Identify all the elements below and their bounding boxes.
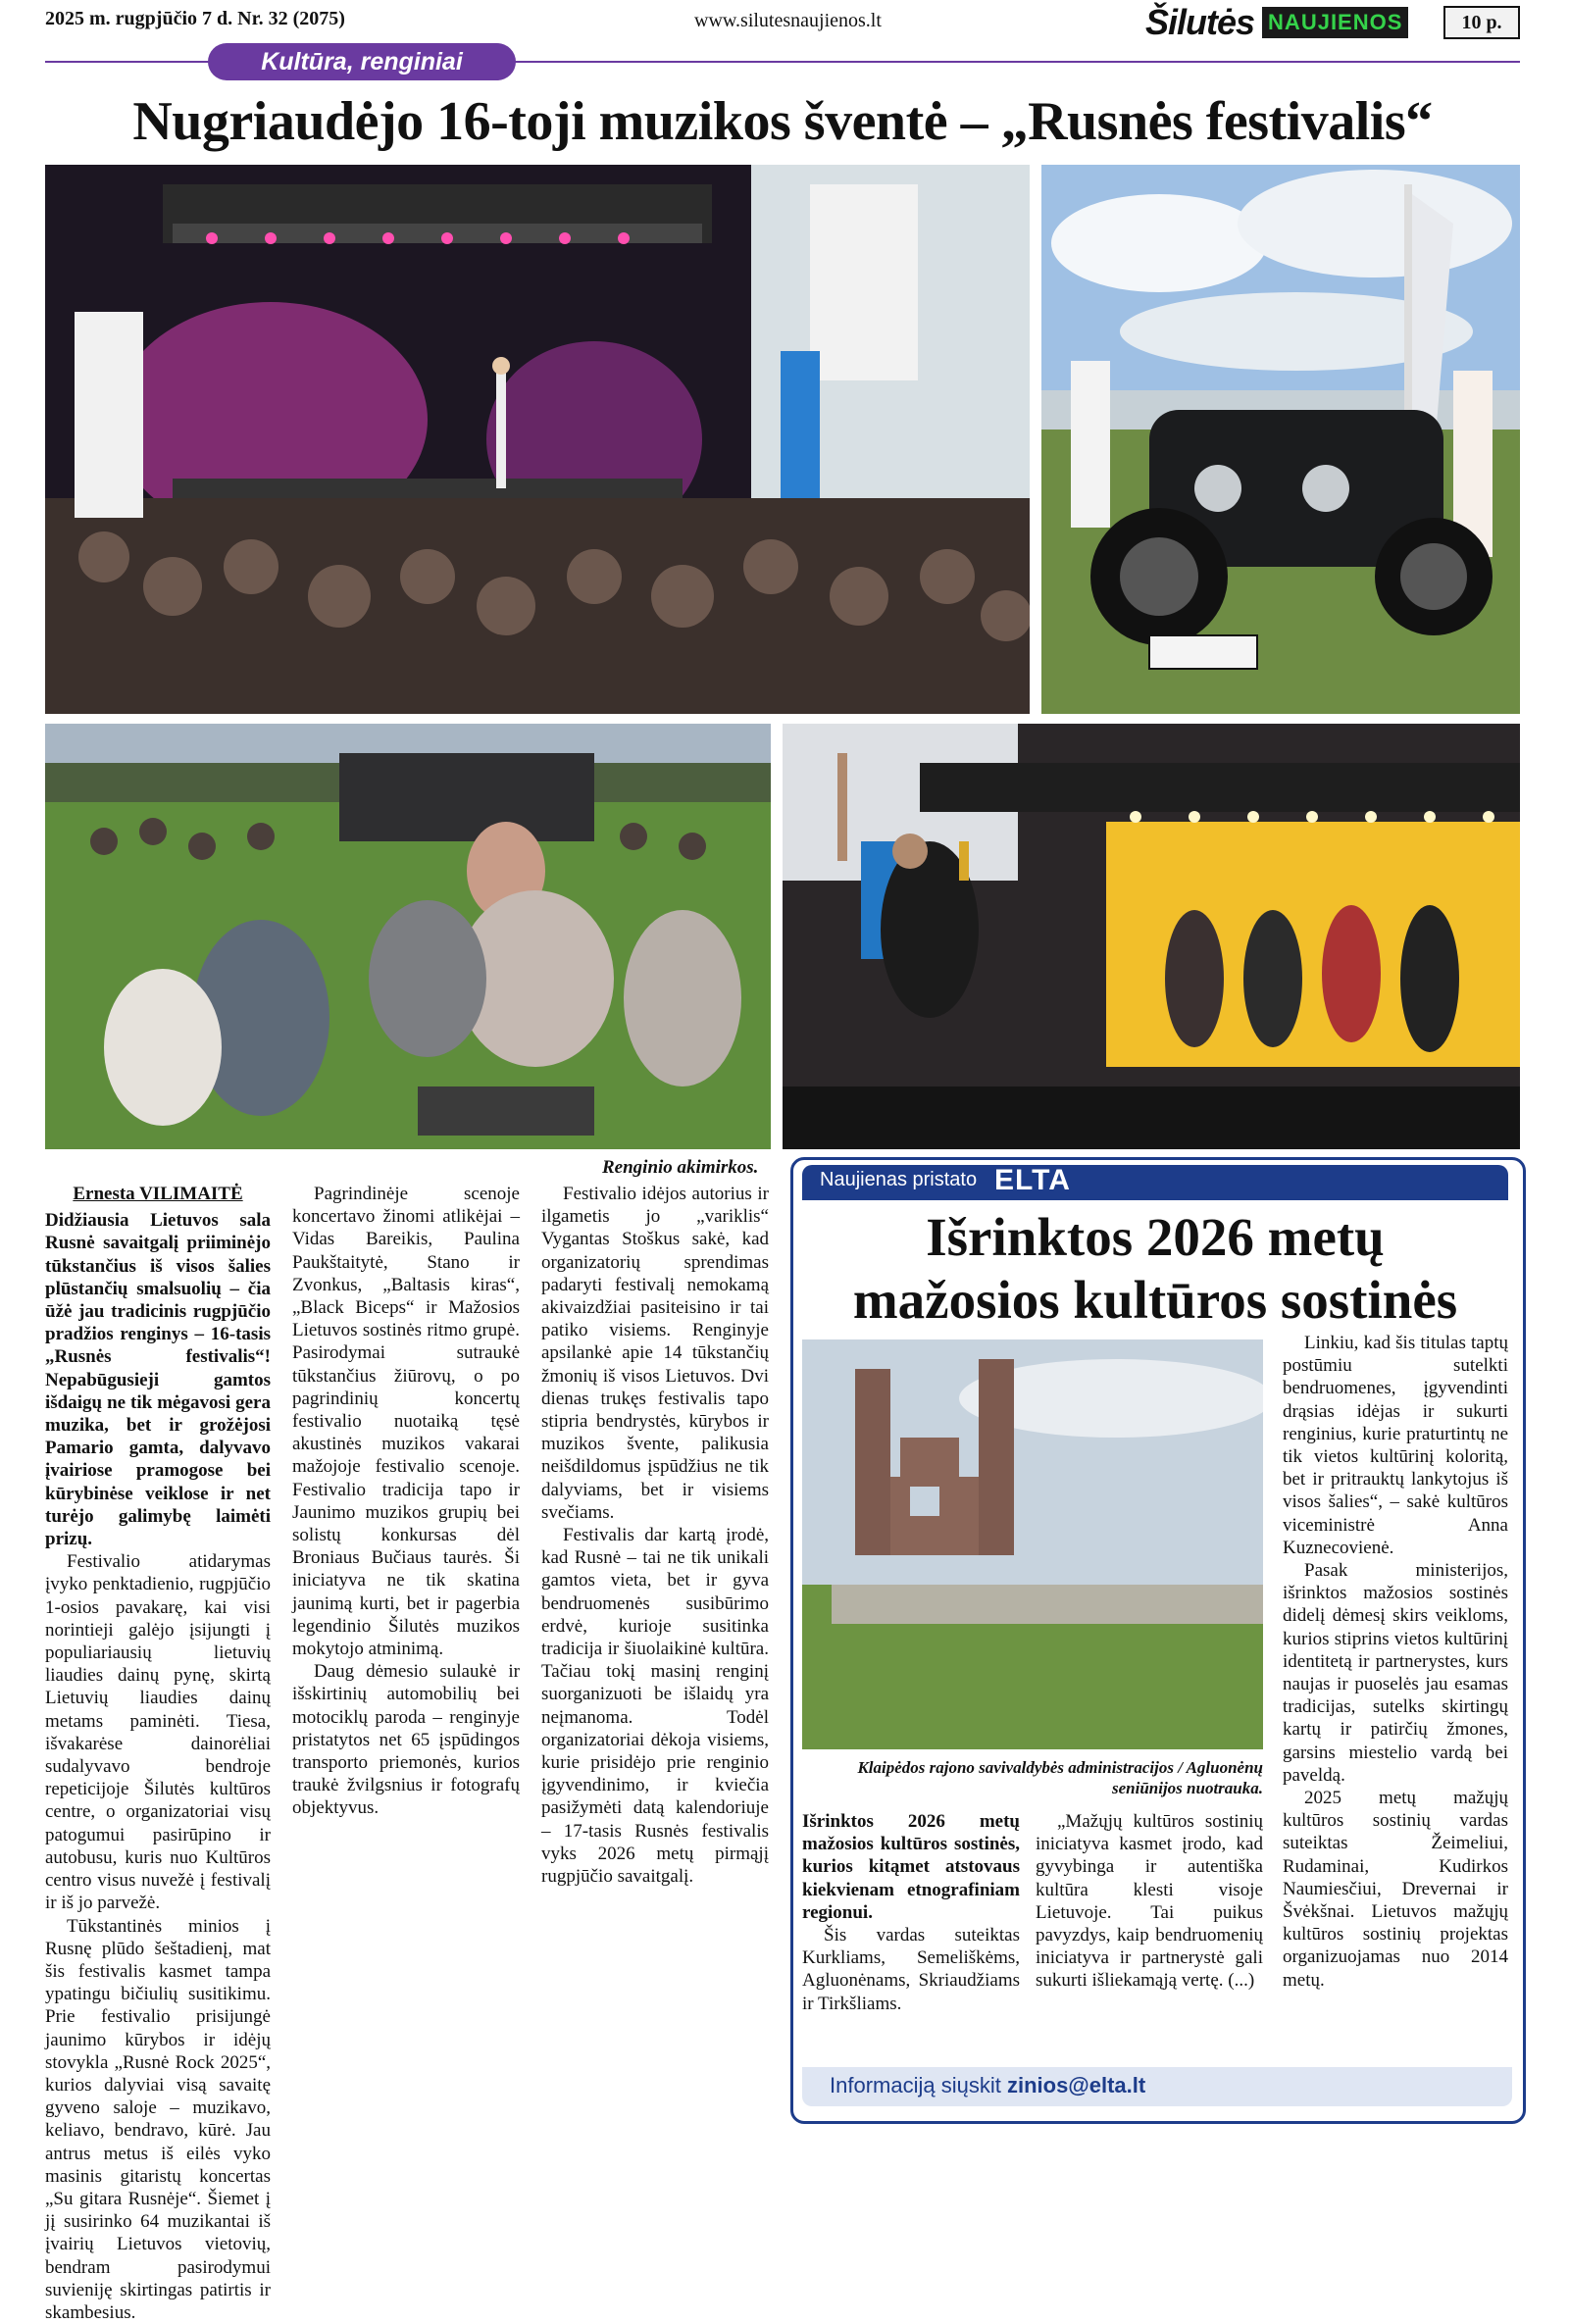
photo-caption: Renginio akimirkos.: [602, 1157, 758, 1179]
article-author: Ernesta VILIMAITĖ: [45, 1183, 271, 1205]
brand-main: Šilutės: [1145, 2, 1254, 43]
article-paragraph: Festivalis dar kartą įrodė, kad Rusnė – tai ne tik unikali gamtos vieta, bet ir gyva bendruomenės susibūrimo erdvė, kurioje susitinka tradicija ir šiuolaikinė kultūra. Tačiau tokį masinį renginį suorganizuoti be išlaidų yra neįmanoma. Todėl organizatoriai dėkoja visiems, kurie prisidėjo prie renginio įgyvendinimo, ir kviečia pasižymėti datą kalendoriuje – 17-tasis Rusnės festivalis vyks 2026 metų pirmąjį rugpjūčio savaitgalį.: [541, 1524, 769, 1888]
elta-column-1: [802, 1810, 1020, 2015]
photo-concert-stage: [45, 165, 1030, 714]
section-label: Kultūra, renginiai: [208, 43, 516, 80]
elta-footer-email[interactable]: zinios@elta.lt: [1007, 2073, 1145, 2097]
photo-vintage-car: [1041, 165, 1520, 714]
elta-column-2: [1036, 1810, 1263, 1993]
issue-info: 2025 m. rugpjūčio 7 d. Nr. 32 (2075): [45, 8, 345, 30]
elta-column-3: [1283, 1332, 1508, 1992]
article-column-2: [292, 1183, 520, 1820]
elta-photo-caption: Klaipėdos rajono savivaldybės administracijos / Agluonėnų seniūnijos nuotrauka.: [802, 1757, 1263, 1798]
article-paragraph: Tūkstantinės minios į Rusnę plūdo šeštadienį, mat šis festivalis kasmet tampa ypatingu bičiulių susitikimu. Prie festivalio prisijungė jaunimo kūrybos ir idėjų stovykla „Rusnė Rock 2025“, kurios dalyviai visą savaitę gyveno saloje – muzikavo, keliavo, bendravo, kūrė. Jau antrus metus iš eilės vyko masinis gitaristų koncertas „Su gitara Rusnėje“. Šiemet į jį susirinko 64 muzikantai iš įvairių Lietuvos vietovių, bendram pasirodymui suvieniję skirtingas patirtis ir skambesius.: [45, 1915, 271, 2324]
article-headline: Nugriaudėjo 16-toji muzikos šventė – „Rusnės festivalis“: [45, 90, 1520, 153]
brand-accent: NAUJIENOS: [1262, 7, 1408, 38]
article-paragraph: Pagrindinėje scenoje koncertavo žinomi atlikėjai – Vidas Bareikis, Paulina Paukštaitytė, Stano ir Zvonkus, „Baltasis kiras“, „Black Biceps“ ir Mažosios Lietuvos sostinės ritmo grupė. Pasirodymai sutraukė tūkstančius žiūrovų, o po pagrindinių koncertų festivalio nuotaiką tęsė akustinės muzikos vakarai mažojoje festivalio scenoje. Festivalio tradicija tapo ir Jaunimo muzikos grupių bei solistų konkursas dėl Broniaus Bučiaus taurės. Ši iniciatyva ne tik skatina jaunimą kurti, bet ir pagerbia legendinio Šilutės muzikos mokytojo atminimą.: [292, 1183, 520, 1660]
article-lead: Didžiausia Lietuvos sala Rusnė savaitgalį priiminėjo tūkstančius iš visos šalies plūstančių smalsuolių – čia ūžė jau tradicinis rugpjūčio pradžios renginys – 16-tasis „Rusnės festivalis“! Nepabūgusieji gamtos išdaigų ne tik mėgavosi gera muzika, bet ir grožėjosi Pamario gamta, dalyvavo įvairiose pramogose bei kūrybinėse veiklose ir net turėjo galimybę laimėti prizų.: [45, 1209, 271, 1550]
article-paragraph: Festivalio idėjos autorius ir ilgametis jo „variklis“ Vygantas Stoškus sakė, kad organizatorių sprendimas padaryti festivalį nemokamą akivaizdžiai pasiteisino ir tai patiko visiems. Renginyje apsilankė apie 14 tūkstančių žmonių iš visos Lietuvos. Dvi dienas trukęs festivalis tapo stipria bendrystės, kūrybos ir muzikos švente, palikusia neišdildomus įspūdžius ne tik dalyviams, bet ir visiems svečiams.: [541, 1183, 769, 1524]
page-number: 10 p.: [1443, 6, 1520, 39]
newspaper-logo: [1145, 2, 1408, 43]
article-paragraph: Daug dėmesio sulaukė ir išskirtinių automobilių bei motociklų paroda – renginyje pristatytos net 65 įspūdingos transporto priemonės, kurios traukė žvilgsnius ir fotografų objektyvus.: [292, 1660, 520, 1819]
elta-headline-line-1: Išrinktos 2026 metų: [796, 1206, 1514, 1269]
elta-footer-text: [830, 2073, 1145, 2098]
elta-headline: [796, 1206, 1514, 1332]
elta-paragraph: Linkiu, kad šis titulas taptų postūmiu sutelkti bendruomenes, įgyvendinti drąsias idėjas ir sukurti renginius, kurie praturtintų ne tik vietos kultūrinį koloritą, bet ir pritrauktų lankytojus iš visos šalies“, – sakė kultūros viceministrė Anna Kuznecovienė.: [1283, 1332, 1508, 1559]
photo-audience-lawn: [45, 724, 771, 1149]
elta-footer-label: Informaciją siųskit: [830, 2073, 1001, 2097]
website-url[interactable]: www.silutesnaujienos.lt: [694, 10, 882, 32]
photo-award-stage: [783, 724, 1520, 1149]
photo-monument: [802, 1339, 1263, 1749]
elta-paragraph: 2025 metų mažųjų kultūros sostinių vardas suteiktas Žeimeliui, Rudaminai, Kudirkos Naumiesčiui, Drevernai ir Švėkšnai. Lietuvos mažųjų kultūros sostinių projektas organizuojamas nuo 2014 metų.: [1283, 1787, 1508, 1992]
elta-logo: ELTA: [994, 1164, 1071, 1197]
elta-presenter-label: Naujienas pristato: [820, 1169, 977, 1191]
article-column-3: [541, 1183, 769, 1888]
elta-paragraph: „Mažųjų kultūros sostinių iniciatyva kasmet įrodo, kad gyvybinga ir autentiška kultūra klesti visoje Lietuvoje. Tai puikus pavyzdys, kaip bendruomenių iniciatyva ir partnerystė gali sukurti išliekamąją vertę. (...): [1036, 1810, 1263, 1993]
article-column-1: [45, 1183, 271, 2324]
elta-headline-line-2: mažosios kultūros sostinės: [796, 1269, 1514, 1332]
article-paragraph: Festivalio atidarymas įvyko penktadienio, rugpjūčio 1-osios pavakarę, kai visi norintieji galėjo įsijungti į populiariausių lietuvių liaudies dainų pynę, skirtą Lietuvių liaudies dainų metams paminėti. Tiesa, išvakarėse dainorėliai sudalyvavo bendroje repeticijoje Šilutės kultūros centre, o organizatoriai visų patogumui pasirūpino ir autobusu, kuris nuo Kultūros centro visus nuvežė į festivalį ir iš jo parvežė.: [45, 1550, 271, 1914]
elta-paragraph: Šis vardas suteiktas Kurkliams, Semeliškėms, Agluonėnams, Skriaudžiams ir Tirkšliams.: [802, 1924, 1020, 2015]
elta-lead: Išrinktos 2026 metų mažosios kultūros sostinės, kurios kitąmet atstovaus kiekvienam etnografiniam regionui.: [802, 1810, 1020, 1924]
elta-paragraph: Pasak ministerijos, išrinktos mažosios sostinės didelį dėmesį skirs veikloms, kurios stiprins vietos kultūrinį identitetą ir partnerystes, kurs naujas ir puoselės jau esamas tradicijas, sutelks skirtingų kartų ir patirčių žmones, garsins miestelio vardą bei paveldą.: [1283, 1559, 1508, 1787]
